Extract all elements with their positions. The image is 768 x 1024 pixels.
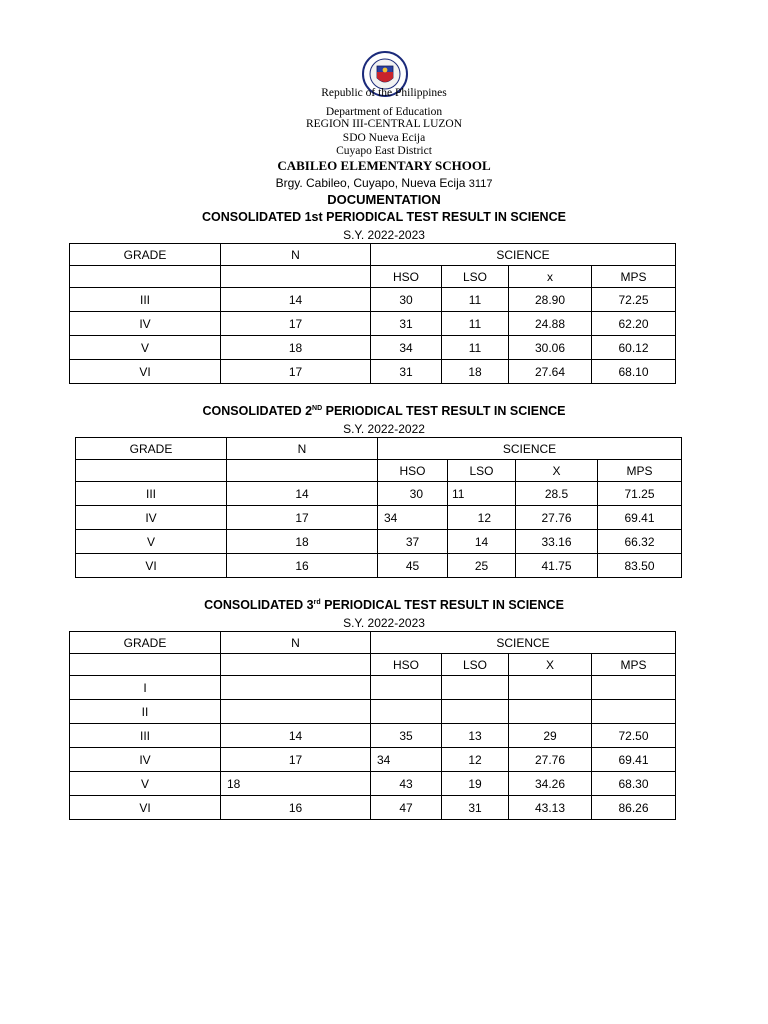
- header-n: N: [221, 244, 371, 266]
- table-subheader-row: [76, 460, 682, 482]
- cell-lso: 25: [448, 554, 516, 578]
- cell-mps: 71.25: [598, 482, 682, 506]
- cell-x: 28.5: [516, 482, 598, 506]
- cell-lso: 12: [448, 506, 516, 530]
- header-grade: GRADE: [70, 632, 221, 654]
- header-grade: GRADE: [70, 244, 221, 266]
- table-row: [70, 748, 676, 772]
- cell-hso: [371, 700, 442, 724]
- cell-hso: 45: [378, 554, 448, 578]
- table-row: [76, 506, 682, 530]
- header-x: X: [516, 460, 598, 482]
- cell-n: 14: [221, 288, 371, 312]
- cell-lso: 13: [442, 724, 509, 748]
- cell-x: 41.75: [516, 554, 598, 578]
- cell-hso: 34: [371, 336, 442, 360]
- cell-n: 14: [227, 482, 378, 506]
- table1: [69, 243, 676, 384]
- header-hso: HSO: [371, 266, 442, 288]
- zip-code: 3117: [468, 178, 493, 190]
- table-row: [76, 530, 682, 554]
- table-row: [76, 482, 682, 506]
- cell-n: 17: [221, 312, 371, 336]
- table-row: [70, 700, 676, 724]
- table-row: [70, 288, 676, 312]
- table-subheader-row: [70, 266, 676, 288]
- cell-mps: 86.26: [592, 796, 676, 820]
- header-science: SCIENCE: [371, 632, 676, 654]
- table-row: [70, 360, 676, 384]
- table-row: [70, 772, 676, 796]
- cell-n: 18: [221, 772, 371, 796]
- header-grade: GRADE: [76, 438, 227, 460]
- header-science: SCIENCE: [371, 244, 676, 266]
- cell-mps: 68.10: [592, 360, 676, 384]
- cell-n: 17: [221, 748, 371, 772]
- cell-n: [221, 676, 371, 700]
- cell-hso: [371, 676, 442, 700]
- sdo-line: SDO Nueva Ecija: [342, 132, 426, 144]
- cell-x: 30.06: [509, 336, 592, 360]
- header-n: N: [221, 632, 371, 654]
- cell-mps: 62.20: [592, 312, 676, 336]
- region-line: REGION III-CENTRAL LUZON: [305, 118, 463, 130]
- cell-n: 17: [227, 506, 378, 530]
- cell-n: 18: [221, 336, 371, 360]
- cell-hso: 37: [378, 530, 448, 554]
- cell-lso: 18: [442, 360, 509, 384]
- cell-x: 27.64: [509, 360, 592, 384]
- cell-mps: [592, 700, 676, 724]
- cell-hso: 30: [371, 288, 442, 312]
- header-science: SCIENCE: [378, 438, 682, 460]
- cell-lso: 19: [442, 772, 509, 796]
- table-row: [70, 676, 676, 700]
- cell-hso: 34: [378, 506, 448, 530]
- cell-grade: V: [70, 336, 221, 360]
- cell-mps: 66.32: [598, 530, 682, 554]
- cell-x: 43.13: [509, 796, 592, 820]
- cell-hso: 47: [371, 796, 442, 820]
- cell-grade: V: [76, 530, 227, 554]
- school-name: CABILEO ELEMENTARY SCHOOL: [277, 158, 491, 173]
- cell-n: 16: [221, 796, 371, 820]
- cell-hso: 31: [371, 312, 442, 336]
- table-row: [70, 312, 676, 336]
- table-subheader-row: [70, 654, 676, 676]
- cell-hso: 35: [371, 724, 442, 748]
- cell-lso: 12: [442, 748, 509, 772]
- cell-grade: III: [76, 482, 227, 506]
- cell-lso: 11: [442, 336, 509, 360]
- cell-grade: V: [70, 772, 221, 796]
- table3-title: CONSOLIDATED 3rd PERIODICAL TEST RESULT IN SCIENCE: [204, 598, 564, 612]
- table1-sy: S.Y. 2022-2023: [343, 228, 425, 242]
- header-x: x: [509, 266, 592, 288]
- cell-mps: 68.30: [592, 772, 676, 796]
- cell-grade: IV: [70, 312, 221, 336]
- table3: [69, 631, 676, 820]
- school-address: [0, 176, 768, 190]
- cell-lso: 11: [442, 312, 509, 336]
- cell-mps: [592, 676, 676, 700]
- address-text: Brgy. Cabileo, Cuyapo, Nueva Ecija: [275, 176, 466, 190]
- header-lso: LSO: [442, 266, 509, 288]
- header-lso: LSO: [448, 460, 516, 482]
- cell-grade: I: [70, 676, 221, 700]
- cell-lso: [442, 700, 509, 724]
- cell-x: [509, 700, 592, 724]
- cell-hso: 34: [371, 748, 442, 772]
- table-row: [70, 724, 676, 748]
- cell-mps: 60.12: [592, 336, 676, 360]
- cell-n: 14: [221, 724, 371, 748]
- cell-mps: 83.50: [598, 554, 682, 578]
- table-header-row: [76, 438, 682, 460]
- cell-grade: VI: [70, 360, 221, 384]
- cell-grade: VI: [76, 554, 227, 578]
- header-lso: LSO: [442, 654, 509, 676]
- cell-lso: 31: [442, 796, 509, 820]
- cell-hso: 30: [378, 482, 448, 506]
- cell-mps: 72.25: [592, 288, 676, 312]
- table2: [75, 437, 682, 578]
- header-hso: HSO: [371, 654, 442, 676]
- republic-line: Republic of the Philippines: [321, 87, 447, 99]
- doc-title: DOCUMENTATION: [327, 192, 441, 207]
- table-row: [70, 336, 676, 360]
- cell-n: 16: [227, 554, 378, 578]
- cell-n: 17: [221, 360, 371, 384]
- cell-x: 27.76: [509, 748, 592, 772]
- header-x: X: [509, 654, 592, 676]
- cell-grade: IV: [76, 506, 227, 530]
- table-row: [70, 796, 676, 820]
- header-n: N: [227, 438, 378, 460]
- cell-n: 18: [227, 530, 378, 554]
- table2-sy: S.Y. 2022-2022: [343, 422, 425, 436]
- table-header-row: [70, 244, 676, 266]
- cell-x: 29: [509, 724, 592, 748]
- cell-grade: II: [70, 700, 221, 724]
- cell-x: 24.88: [509, 312, 592, 336]
- header-mps: MPS: [592, 266, 676, 288]
- cell-n: [221, 700, 371, 724]
- cell-grade: III: [70, 724, 221, 748]
- district-line: Cuyapo East District: [336, 145, 432, 157]
- cell-hso: 31: [371, 360, 442, 384]
- table3-sy: S.Y. 2022-2023: [343, 616, 425, 630]
- table1-title: CONSOLIDATED 1st PERIODICAL TEST RESULT IN SCIENCE: [202, 210, 566, 224]
- cell-mps: 72.50: [592, 724, 676, 748]
- header-hso: HSO: [378, 460, 448, 482]
- cell-x: 27.76: [516, 506, 598, 530]
- cell-grade: IV: [70, 748, 221, 772]
- cell-lso: 11: [448, 482, 516, 506]
- header-mps: MPS: [598, 460, 682, 482]
- cell-x: 33.16: [516, 530, 598, 554]
- table2-title: CONSOLIDATED 2ND PERIODICAL TEST RESULT IN SCIENCE: [202, 404, 566, 418]
- cell-lso: 11: [442, 288, 509, 312]
- cell-x: 34.26: [509, 772, 592, 796]
- cell-mps: 69.41: [592, 748, 676, 772]
- cell-lso: 14: [448, 530, 516, 554]
- department-line: Department of Education: [325, 106, 443, 118]
- cell-hso: 43: [371, 772, 442, 796]
- table-header-row: [70, 632, 676, 654]
- table-row: [76, 554, 682, 578]
- header-mps: MPS: [592, 654, 676, 676]
- cell-grade: VI: [70, 796, 221, 820]
- cell-grade: III: [70, 288, 221, 312]
- cell-lso: [442, 676, 509, 700]
- cell-mps: 69.41: [598, 506, 682, 530]
- cell-x: [509, 676, 592, 700]
- cell-x: 28.90: [509, 288, 592, 312]
